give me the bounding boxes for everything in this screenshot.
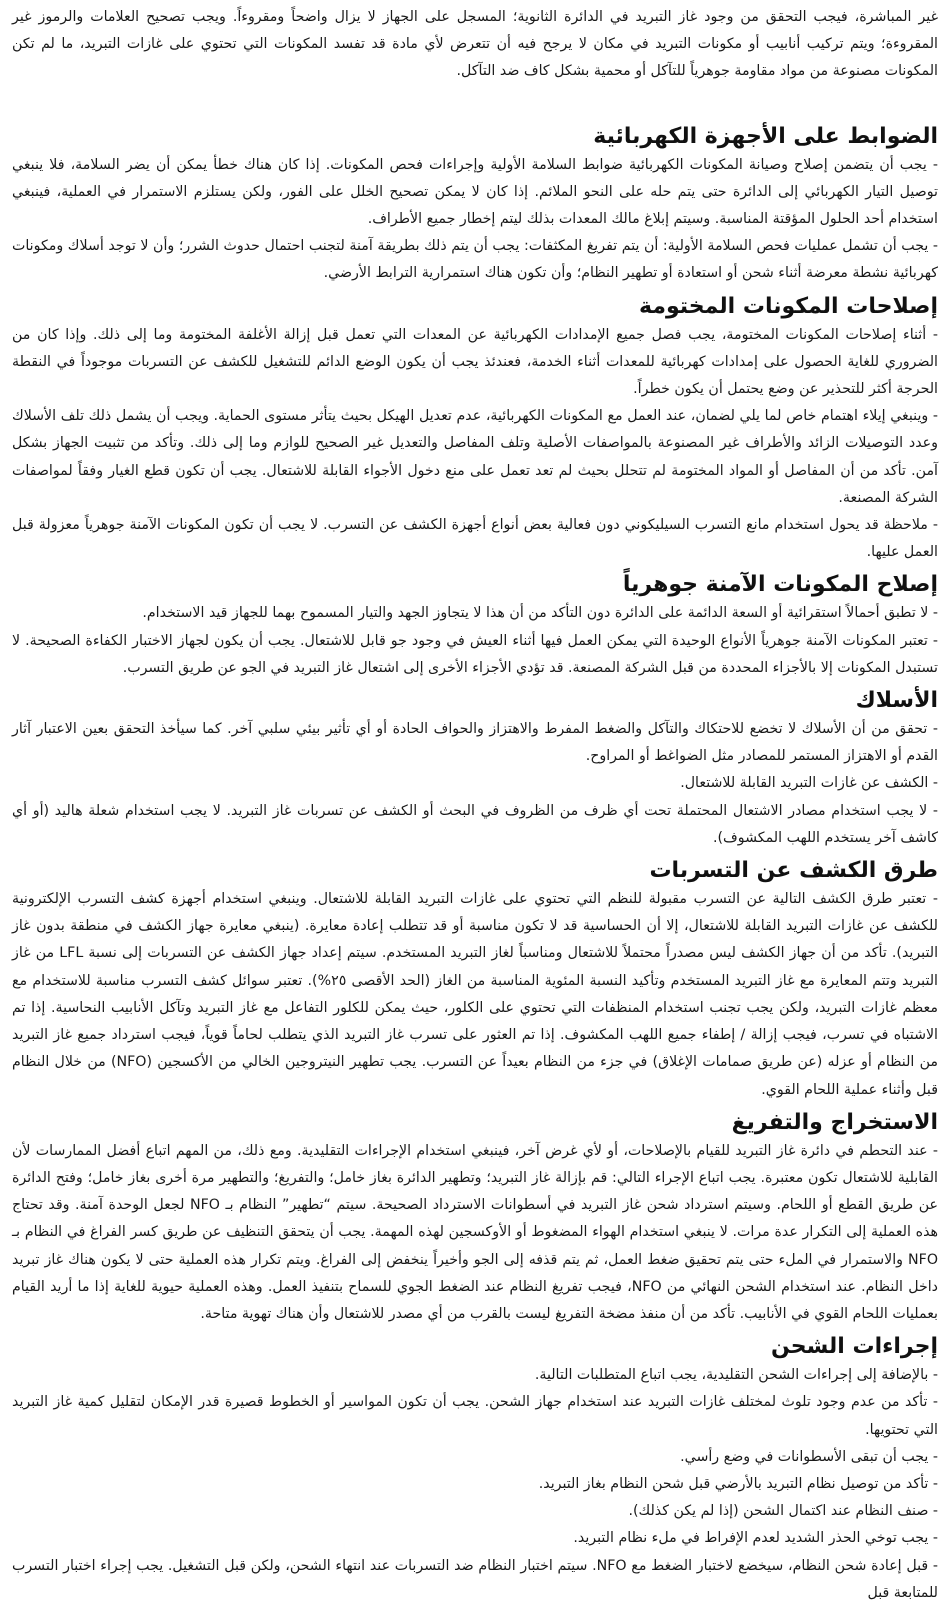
- paragraph: - أثناء إصلاحات المكونات المختومة، يجب فصل جميع الإمدادات الكهربائية عن المعدات التي تعمل قبل إزالة الأغلفة المختومة وما إلى ذلك. وإذا كان من الضروري للغاية الحصول على إمدادات كهربائية للمعدات أثناء الخدمة، فعندئذ يجب أن يكون الوضع الدائم للتشغيل للكشف عن التسربات موجوداً في النقطة الحرجة أكثر للتحذير عن وضع يحتمل أن يكون خطراً.: [12, 326, 938, 398]
- heading-leak-detection-methods: طرق الكشف عن التسربات: [649, 858, 938, 884]
- paragraph: - عند التحطم في دائرة غاز التبريد للقيام بالإصلاحات، أو لأي غرض آخر، فينبغي استخدام الإجراءات التقليدية. ومع ذلك، من المهم اتباع أفضل الممارسات لأن القابلية للاشتعال تكون معتبرة. يجب اتباع الإجراء التالي: قم بإزالة غاز التبريد؛ وتطهير الدائرة بغاز خامل؛ والتفريغ؛ والتطهير مرة أخرى بغاز خامل؛ وفتح الدائرة عن طريق القطع أو اللحام. وسيتم استرداد شحن غاز التبريد في أسطوانات الاسترداد الصحيحة. سيتم “تطهير” النظام بـ NFO لجعل الوحدة آمنة. وقد تحتاج هذه العملية إلى التكرار عدة مرات. لا ينبغي استخدام الهواء المضغوط أو الأوكسجين لهذه المهمة. يجب أن يتحقق التنظيف عن طريق كسر الفراغ في النظام بـ NFO والاستمرار في الملء حتى يتم تحقيق ضغط العمل، ثم يتم قذفه إلى الجو وأخيراً ينخفض إلى الفراغ. ويتم تكرار هذه العملية حتى لا يكون هناك غاز تبريد داخل النظام. عند استخدام الشحن النهائي من NFO، فيجب تفريغ النظام عند الضغط الجوي للسماح بتنفيذ العمل. وهذه العملية حيوية للغاية إذا ما أريد القيام بعمليات اللحام القوي في الأنابيب. تأكد من أن منفذ مضخة التفريغ ليست بالقرب من أي مصدر للاشتعال وأن هناك تهوية متاحة.: [12, 1142, 938, 1322]
- paragraph: - يجب توخي الحذر الشديد لعدم الإفراط في ملء نظام التبريد.: [573, 1530, 938, 1547]
- heading-removal-evacuation: الاستخراج والتفريغ: [731, 1109, 938, 1135]
- paragraph: - تأكد من عدم وجود تلوث لمختلف غازات التبريد عند استخدام جهاز الشحن. يجب أن تكون المواسير أو الخطوط قصيرة قدر الإمكان لتقليل كمية غاز التبريد التي تحتويها.: [12, 1394, 938, 1438]
- paragraph: - وينبغي إيلاء اهتمام خاص لما يلي لضمان، عند العمل مع المكونات الكهربائية، عدم تعديل الهيكل بحيث يتأثر مستوى الحماية. ويجب أن يشمل ذلك تلف الأسلاك وعدد التوصيلات الزائد والأطراف غير المصنوعة بالمواصفات الأصلية وتلف المفاصل والتعديل غير الصحيح للوازم وما إلى ذلك. وتأكد من تثبيت الجهاز بشكل آمن. تأكد من أن المفاصل أو المواد المختومة لم تتحلل بحيث لم تعد تعمل على منع دخول الأجواء القابلة للاشتعال. يجب أن تكون قطع الغيار وفقاً لمواصفات الشركة المصنعة.: [12, 408, 938, 506]
- heading-sealed-components-repairs: إصلاحات المكونات المختومة: [639, 293, 938, 319]
- paragraph: - يجب أن تبقى الأسطوانات في وضع رأسي.: [680, 1448, 938, 1465]
- heading-electrical-controls: الضوابط على الأجهزة الكهربائية: [593, 123, 938, 149]
- heading-cabling: الأسلاك: [855, 688, 938, 714]
- paragraph: - تحقق من أن الأسلاك لا تخضع للاحتكاك والتآكل والضغط المفرط والاهتزاز والحواف الحادة أو أي تأثير بيئي سلبي آخر. كما سيأخذ التحقق بعين الاعتبار آثار القدم أو الاهتزاز المستمر للمصادر مثل الضواغط أو المراوح.: [12, 721, 938, 765]
- paragraph: - تأكد من توصيل نظام التبريد بالأرضي قبل شحن النظام بغاز التبريد.: [538, 1475, 938, 1492]
- paragraph: - بالإضافة إلى إجراءات الشحن التقليدية، يجب اتباع المتطلبات التالية.: [534, 1367, 938, 1384]
- paragraph: - ملاحظة قد يحول استخدام مانع التسرب السيليكوني دون فعالية بعض أنواع أجهزة الكشف عن التسرب. لا يجب أن تكون المكونات الآمنة جوهرياً معزولة قبل العمل عليها.: [12, 517, 938, 561]
- paragraph: - الكشف عن غازات التبريد القابلة للاشتعال.: [680, 775, 938, 792]
- intro-paragraph: غير المباشرة، فيجب التحقق من وجود غاز التبريد في الدائرة الثانوية؛ المسجل على الجهاز لا يزال واضحاً ومقروءاً. ويجب تصحيح العلامات والرموز غير المقروءة؛ ويتم تركيب أنابيب أو مكونات التبريد في مكان لا يرجح فيه أن تتعرض لأي مادة قد تفسد المكونات التي تحتوي على غازات التبريد، ما لم تكن المكونات مصنوعة من مواد مقاومة جوهرياً للتآكل أو محمية بشكل كاف ضد التآكل.: [12, 9, 938, 80]
- paragraph: - صنف النظام عند اكتمال الشحن (إذا لم يكن كذلك).: [628, 1503, 938, 1520]
- paragraph: - لا تطبق أحمالاً استقرائية أو السعة الدائمة على الدائرة دون التأكد من أن هذا لا يتجاوز الجهد والتيار المسموح بهما للجهاز قيد الاستخدام.: [142, 605, 938, 622]
- paragraph: - قبل إعادة شحن النظام، سيخضع لاختبار الضغط مع NFO. سيتم اختبار النظام ضد التسربات عند انتهاء الشحن، ولكن قبل التشغيل. يجب إجراء اختبار التسرب للمتابعة قبل: [12, 1557, 938, 1601]
- heading-charging-procedures: إجراءات الشحن: [770, 1334, 938, 1360]
- heading-intrinsically-safe-repair: إصلاح المكونات الآمنة جوهرياً: [622, 572, 938, 598]
- paragraph: - تعتبر طرق الكشف التالية عن التسرب مقبولة للنظم التي تحتوي على غازات التبريد القابلة للاشتعال. وينبغي استخدام أجهزة كشف التسرب الإلكترونية للكشف عن غازات التبريد القابلة للاشتعال، إلا أن الحساسية قد لا تكون مناسبة أو قد تتطلب إعادة معايرة. (ينبغي معايرة جهاز الكشف في منطقة بدون غاز التبريد). تأكد من أن جهاز الكشف ليس مصدراً محتملاً للاشتعال ومناسباً لغاز التبريد المستخدم. سيتم إعداد جهاز الكشف عن التسربات إلى نسبة LFL من غاز التبريد وتتم المعايرة مع غاز التبريد المستخدم وتأكيد النسبة المئوية المناسبة من الغاز (الحد الأقصى ٢٥%). تعتبر سوائل كشف التسرب مناسبة للاستخدام مع معظم غازات التبريد، ولكن يجب تجنب استخدام المنظفات التي تحتوي على الكلور، حيث يمكن للكلور التفاعل مع غاز التبريد وتآكل الأنابيب النحاسية. إذا تم الاشتباه في تسرب، فيجب إزالة / إطفاء جميع اللهب المكشوف. إذا تم العثور على تسرب غاز التبريد الذي يتطلب لحاماً قوياً، فيجب استرداد جميع غاز التبريد من النظام أو عزله (عن طريق صمامات الإغلاق) في جزء من النظام بعيداً عن التسرب. يجب تطهير النيتروجين الخالي من الأكسجين (NFO) من خلال النظام قبل وأثناء عملية اللحام القوي.: [12, 891, 939, 1098]
- paragraph: - لا يجب استخدام مصادر الاشتعال المحتملة تحت أي ظرف من الظروف في البحث أو الكشف عن تسربات غاز التبريد. لا يجب استخدام شعلة هاليد (أو أي كاشف آخر يستخدم اللهب المكشوف).: [12, 802, 938, 846]
- paragraph: - يجب أن تشمل عمليات فحص السلامة الأولية: أن يتم تفريغ المكثفات: يجب أن يتم ذلك بطريقة آمنة لتجنب احتمال حدوث الشرر؛ وأن لا توجد أسلاك ومكونات كهربائية نشطة معرضة أثناء شحن أو استعادة أو تطهير النظام؛ وأن تكون هناك استمرارية الترابط الأرضي.: [12, 238, 938, 282]
- paragraph: - يجب أن يتضمن إصلاح وصيانة المكونات الكهربائية ضوابط السلامة الأولية وإجراءات فحص المكونات. إذا كان هناك خطأ يمكن أن يضر السلامة، فلا ينبغي توصيل التيار الكهربائي إلى الدائرة حتى يتم حله على النحو الملائم. إذا كان لا يمكن تصحيح الخلل على الفور، ولكن يستلزم الاستمرار في العملية، فينبغي استخدام أحد الحلول المؤقتة المناسبة. وسيتم إبلاغ مالك المعدات بذلك ليتم إخطار جميع الأطراف.: [12, 156, 938, 228]
- paragraph: - تعتبر المكونات الآمنة جوهرياً الأنواع الوحيدة التي يمكن العمل فيها أثناء العيش في وجود جو قابل للاشتعال. يجب أن يكون لجهاز الاختبار الكفاءة الصحيحة. لا تستبدل المكونات إلا بالأجزاء المحددة من قبل الشركة المصنعة. قد تؤدي الأجزاء الأخرى إلى اشتعال غاز التبريد في الجو عن طريق التسرب.: [12, 632, 938, 676]
